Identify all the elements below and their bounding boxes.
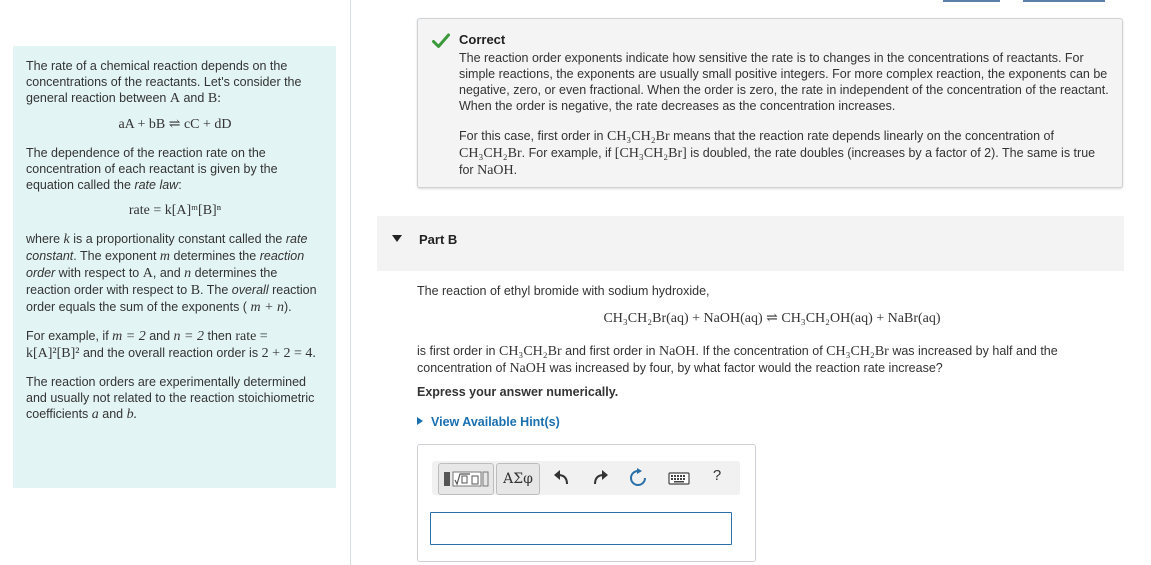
answer-input[interactable] xyxy=(430,512,732,545)
question-intro: The reaction of ethyl bromide with sodium hydroxide, xyxy=(417,284,710,298)
correct-feedback xyxy=(417,18,1123,188)
info-paragraph-1: The rate of a chemical reaction depends on the concentrations of the reactants. Let's consider the general reaction between A and B: xyxy=(26,59,302,106)
column-divider xyxy=(350,0,351,565)
rate-law-equation: rate = k[A]ᵐ[B]ⁿ xyxy=(128,203,222,218)
feedback-paragraph-1: The reaction order exponents indicate how sensitive the rate is to changes in the concentrations of reactants. For simple reactions, the exponents are usually small positive integers. For more complex reaction, the exponents can be negative, zero, or even fractional. When the order is zero, the rate in independent of the concentration of the reactant. When the order is negative, the rate decreases as the concentration increases. xyxy=(459,51,1109,113)
feedback-paragraph-2: For this case, first order in CH₃CH₂Br means that the reaction rate depends linearly on the concentration of CH₃CH₂Br. For example, if [CH₃CH₂Br] is doubled, the rate doubles (increases by a factor of 2). The same is true for NaOH. xyxy=(459,129,1096,178)
info-paragraph-5: The reaction orders are experimentally determined and usually not related to the reaction stoichiometric coefficients a and b. xyxy=(26,375,315,422)
info-paragraph-3: where k is a proportionality constant called the rate constant. The exponent m determines the reaction order with respect to A, and n determines the reaction order with respect to B. The overall reaction order equals the sum of the exponents ( m + n). xyxy=(26,232,317,315)
keyboard-icon[interactable] xyxy=(668,468,690,488)
reset-icon[interactable] xyxy=(628,468,648,488)
undo-icon[interactable] xyxy=(552,468,572,488)
info-panel xyxy=(13,46,336,488)
checkmark-icon xyxy=(432,33,450,49)
symbols-button[interactable]: ΑΣφ xyxy=(496,463,540,495)
math-toolbar xyxy=(432,461,740,495)
info-paragraph-2: The dependence of the reaction rate on the concentration of each reactant is given by the equation called the rate law: xyxy=(26,146,278,192)
question-text: is first order in CH₃CH₂Br and first order in NaOH. If the concentration of CH₃CH₂Br was increased by half and the concentration of NaOH was increased by four, by what factor would the reaction rate increase? xyxy=(417,344,1058,376)
part-b-title: Part B xyxy=(419,232,458,247)
help-icon[interactable]: ? xyxy=(712,467,722,484)
answer-box xyxy=(417,444,756,562)
reaction-equation: CH₃CH₂Br(aq) + NaOH(aq) ⇌ CH₃CH₂OH(aq) + NaBr(aq) xyxy=(603,311,941,326)
triangle-right-icon xyxy=(417,417,423,425)
feedback-title: Correct xyxy=(459,32,506,47)
info-paragraph-4: For example, if m = 2 and n = 2 then rate = k[A]²[B]² and the overall reaction order is 2 + 2 = 4. xyxy=(26,329,316,361)
view-hints-link[interactable]: View Available Hint(s) xyxy=(417,414,560,430)
answer-instruction: Express your answer numerically. xyxy=(417,385,619,399)
part-b-header[interactable] xyxy=(377,216,1124,271)
collapse-triangle-icon[interactable] xyxy=(392,235,402,242)
redo-icon[interactable] xyxy=(590,468,610,488)
top-tab-right[interactable] xyxy=(1023,0,1105,2)
general-reaction-equation: aA + bB ⇌ cC + dD xyxy=(118,117,232,132)
top-tab-left[interactable] xyxy=(943,0,1000,2)
templates-icon xyxy=(443,468,489,490)
feedback-body xyxy=(459,50,1111,179)
templates-button[interactable] xyxy=(438,463,494,495)
